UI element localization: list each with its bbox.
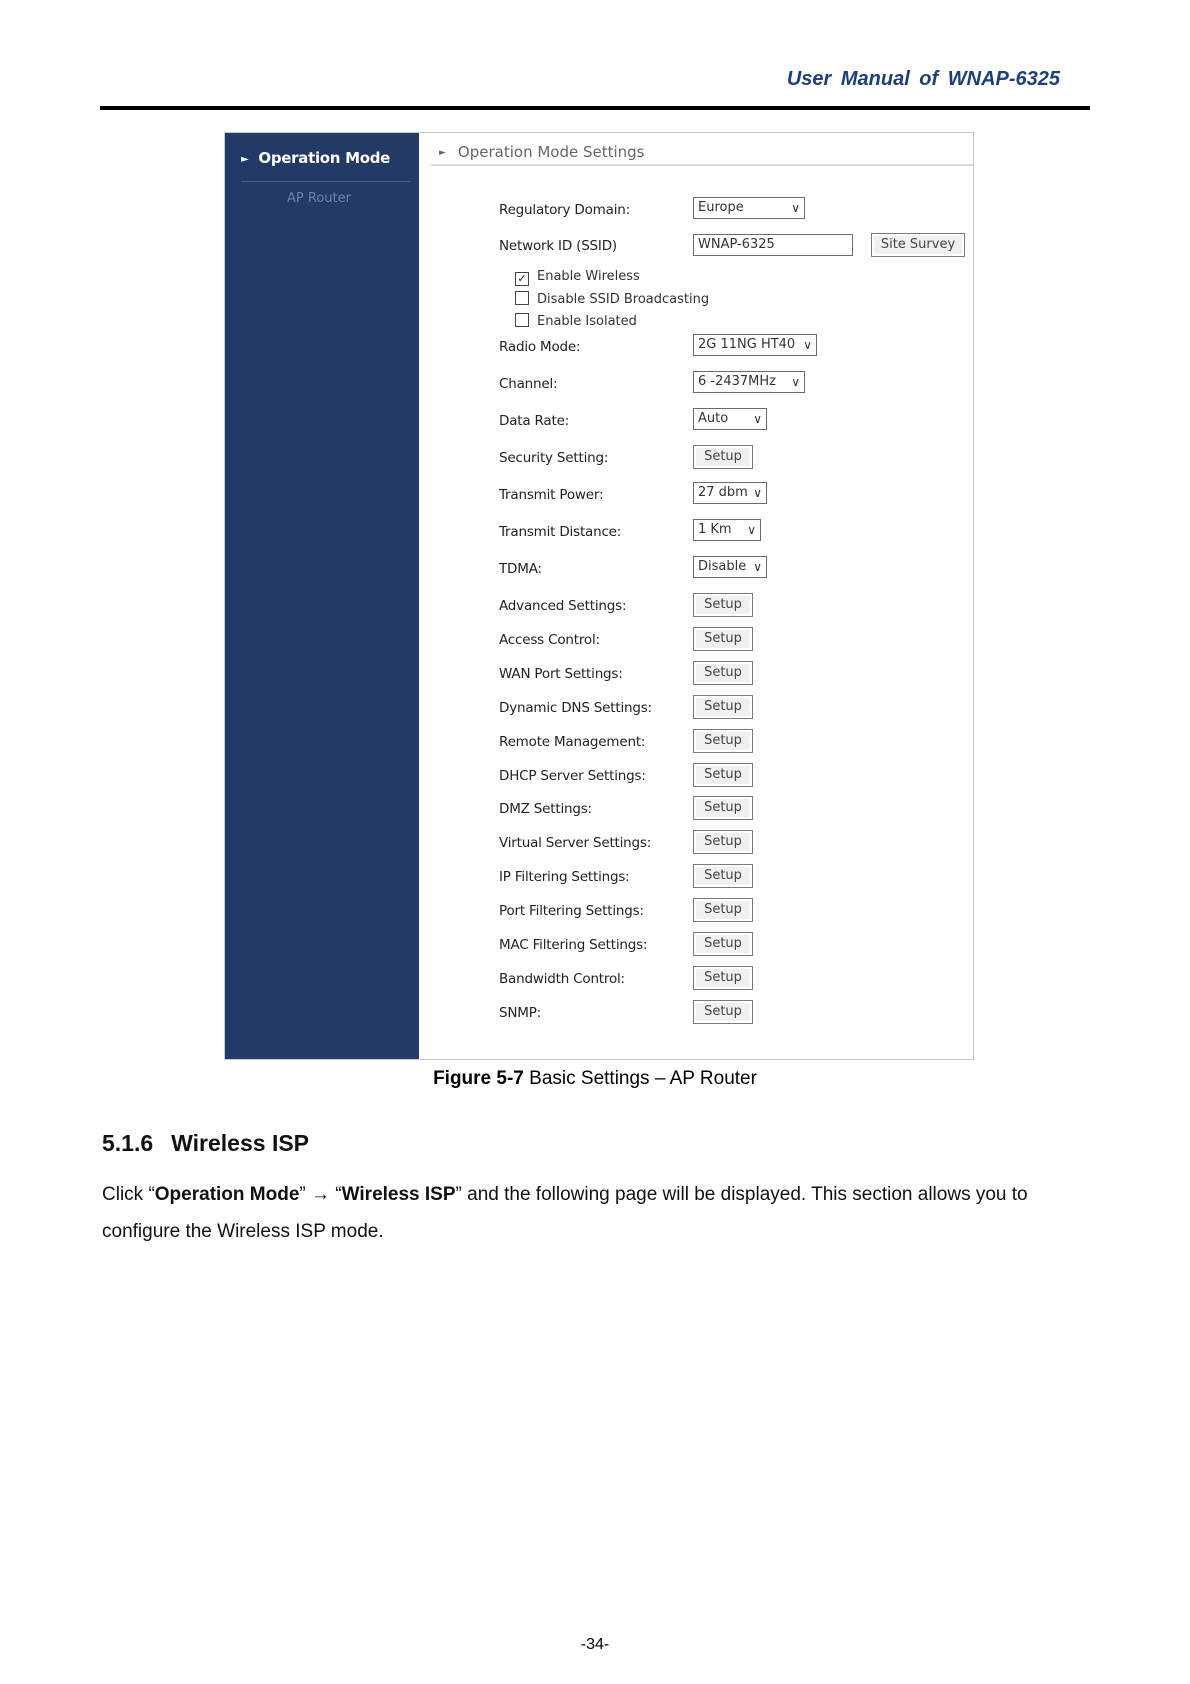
sidebar: [225, 133, 419, 1059]
setup-button[interactable]: Setup: [693, 796, 753, 820]
security-setting-label: Security Setting:: [499, 450, 609, 466]
setup-row: [499, 693, 969, 723]
section-title: Wireless ISP: [171, 1130, 310, 1156]
setup-row: [499, 659, 969, 689]
chevron-down-icon: ∨: [803, 338, 812, 352]
regulatory-domain-select[interactable]: [693, 197, 805, 219]
setup-row: [499, 625, 969, 655]
triangle-right-icon: ►: [439, 148, 446, 158]
setup-button[interactable]: Setup: [693, 627, 753, 651]
figure-screenshot: [224, 132, 974, 1060]
tdma-select[interactable]: [693, 556, 767, 578]
transmit-power-label: Transmit Power:: [499, 487, 604, 503]
checkbox-unchecked-icon: [515, 313, 529, 327]
row-transmit-distance: [499, 517, 969, 547]
row-tdma: [499, 554, 969, 584]
row-ssid: [499, 231, 969, 261]
chevron-down-icon: ∨: [753, 486, 762, 500]
setup-button[interactable]: Setup: [693, 1000, 753, 1024]
setup-row-label: IP Filtering Settings:: [499, 869, 630, 886]
paragraph-text: ” and the following page will be displayed. This section allows you to configure the Wireless ISP mode.: [102, 1184, 1028, 1242]
transmit-power-value: 27 dbm: [698, 485, 748, 500]
checkbox-label: Enable Wireless: [537, 269, 640, 284]
enable-wireless-checkbox[interactable]: [515, 269, 640, 286]
checkbox-label: Disable SSID Broadcasting: [537, 292, 710, 307]
row-transmit-power: [499, 480, 969, 510]
setup-row: [499, 761, 969, 791]
setup-button[interactable]: Setup: [693, 593, 753, 617]
setup-row-label: SNMP:: [499, 1004, 542, 1021]
setup-row-label: WAN Port Settings:: [499, 665, 623, 682]
radio-mode-select[interactable]: [693, 334, 817, 356]
row-radio-mode: [499, 332, 969, 362]
chevron-down-icon: ∨: [791, 201, 800, 215]
chevron-down-icon: ∨: [791, 375, 800, 389]
menu-path-wireless-isp: Wireless ISP: [341, 1184, 456, 1205]
setup-row: [499, 964, 969, 994]
sidebar-item-operation-mode[interactable]: [241, 149, 390, 167]
setup-row: [499, 930, 969, 960]
checkbox-checked-icon: ✓: [515, 272, 529, 286]
security-setup-button[interactable]: Setup: [693, 445, 753, 469]
panel-title: [439, 143, 645, 161]
section-heading: [102, 1130, 309, 1157]
setup-row-label: Port Filtering Settings:: [499, 903, 644, 920]
setup-button[interactable]: Setup: [693, 695, 753, 719]
setup-button[interactable]: Setup: [693, 729, 753, 753]
paragraph-text: Click “: [102, 1184, 155, 1205]
triangle-right-icon: ►: [241, 154, 249, 165]
setup-row-label: Advanced Settings:: [499, 598, 627, 614]
setup-button[interactable]: Setup: [693, 830, 753, 854]
channel-value: 6 -2437MHz: [698, 374, 776, 389]
radio-mode-value: 2G 11NG HT40: [698, 337, 796, 352]
setup-button[interactable]: Setup: [693, 763, 753, 787]
setup-row: [499, 896, 969, 926]
running-header: User Manual of WNAP-6325: [786, 68, 1060, 90]
row-channel: [499, 369, 969, 399]
data-rate-value: Auto: [698, 411, 729, 426]
setup-row: [499, 794, 969, 824]
setup-button[interactable]: Setup: [693, 661, 753, 685]
setup-row-label: DHCP Server Settings:: [499, 767, 646, 784]
transmit-distance-label: Transmit Distance:: [499, 524, 622, 540]
setup-button[interactable]: Setup: [693, 932, 753, 956]
row-regulatory-domain: [499, 195, 969, 225]
setup-row-label: MAC Filtering Settings:: [499, 937, 648, 953]
figure-caption: [0, 1068, 1190, 1090]
radio-mode-label: Radio Mode:: [499, 339, 581, 355]
panel-title-rule: [431, 164, 973, 166]
setup-button[interactable]: Setup: [693, 966, 753, 990]
sidebar-item-ap-router[interactable]: AP Router: [287, 191, 351, 206]
setup-row: [499, 998, 969, 1028]
sidebar-item-label: Operation Mode: [258, 149, 391, 167]
section-number: 5.1.6: [102, 1130, 154, 1156]
setup-row-label: Bandwidth Control:: [499, 970, 625, 987]
setup-button[interactable]: Setup: [693, 864, 753, 888]
paragraph-text: ” → “: [299, 1184, 342, 1205]
site-survey-button[interactable]: Site Survey: [871, 233, 965, 257]
setup-row-label: Access Control:: [499, 631, 600, 648]
header-rule: [100, 106, 1090, 110]
setup-row: [499, 727, 969, 757]
chevron-down-icon: ∨: [747, 523, 756, 537]
setup-row: [499, 828, 969, 858]
setup-row-label: Dynamic DNS Settings:: [499, 699, 652, 716]
menu-path-operation-mode: Operation Mode: [154, 1184, 300, 1205]
chevron-down-icon: ∨: [753, 412, 762, 426]
page-number: -34-: [580, 1636, 610, 1653]
tdma-value: Disable: [698, 559, 747, 574]
transmit-power-select[interactable]: [693, 482, 767, 504]
tdma-label: TDMA:: [499, 561, 542, 577]
setup-row: [499, 862, 969, 892]
setup-button[interactable]: Setup: [693, 898, 753, 922]
channel-label: Channel:: [499, 376, 558, 392]
ssid-input[interactable]: WNAP-6325: [693, 234, 853, 256]
body-paragraph: [102, 1176, 1092, 1250]
chevron-down-icon: ∨: [753, 560, 762, 574]
row-data-rate: [499, 406, 969, 436]
transmit-distance-select[interactable]: [693, 519, 761, 541]
setup-row-label: Virtual Server Settings:: [499, 835, 652, 852]
panel-title-text: Operation Mode Settings: [457, 143, 645, 161]
settings-panel: [419, 133, 973, 1059]
regulatory-domain-label: Regulatory Domain:: [499, 202, 630, 218]
setup-row: [499, 591, 969, 621]
sidebar-divider: [241, 181, 411, 182]
transmit-distance-value: 1 Km: [698, 522, 732, 537]
enable-isolated-checkbox[interactable]: [515, 313, 637, 329]
data-rate-select[interactable]: [693, 408, 767, 430]
data-rate-label: Data Rate:: [499, 413, 570, 429]
checkbox-label: Enable Isolated: [537, 314, 637, 329]
disable-ssid-broadcasting-checkbox[interactable]: [515, 291, 709, 307]
setup-row-label: DMZ Settings:: [499, 801, 592, 818]
ssid-label: Network ID (SSID): [499, 238, 617, 254]
checkbox-unchecked-icon: [515, 291, 529, 305]
channel-select[interactable]: [693, 371, 805, 393]
figure-caption-text: Basic Settings – AP Router: [523, 1068, 757, 1089]
row-security-setting: [499, 443, 969, 473]
setup-row-label: Remote Management:: [499, 733, 646, 750]
figure-label: Figure 5-7: [433, 1068, 524, 1089]
regulatory-domain-value: Europe: [698, 200, 744, 215]
